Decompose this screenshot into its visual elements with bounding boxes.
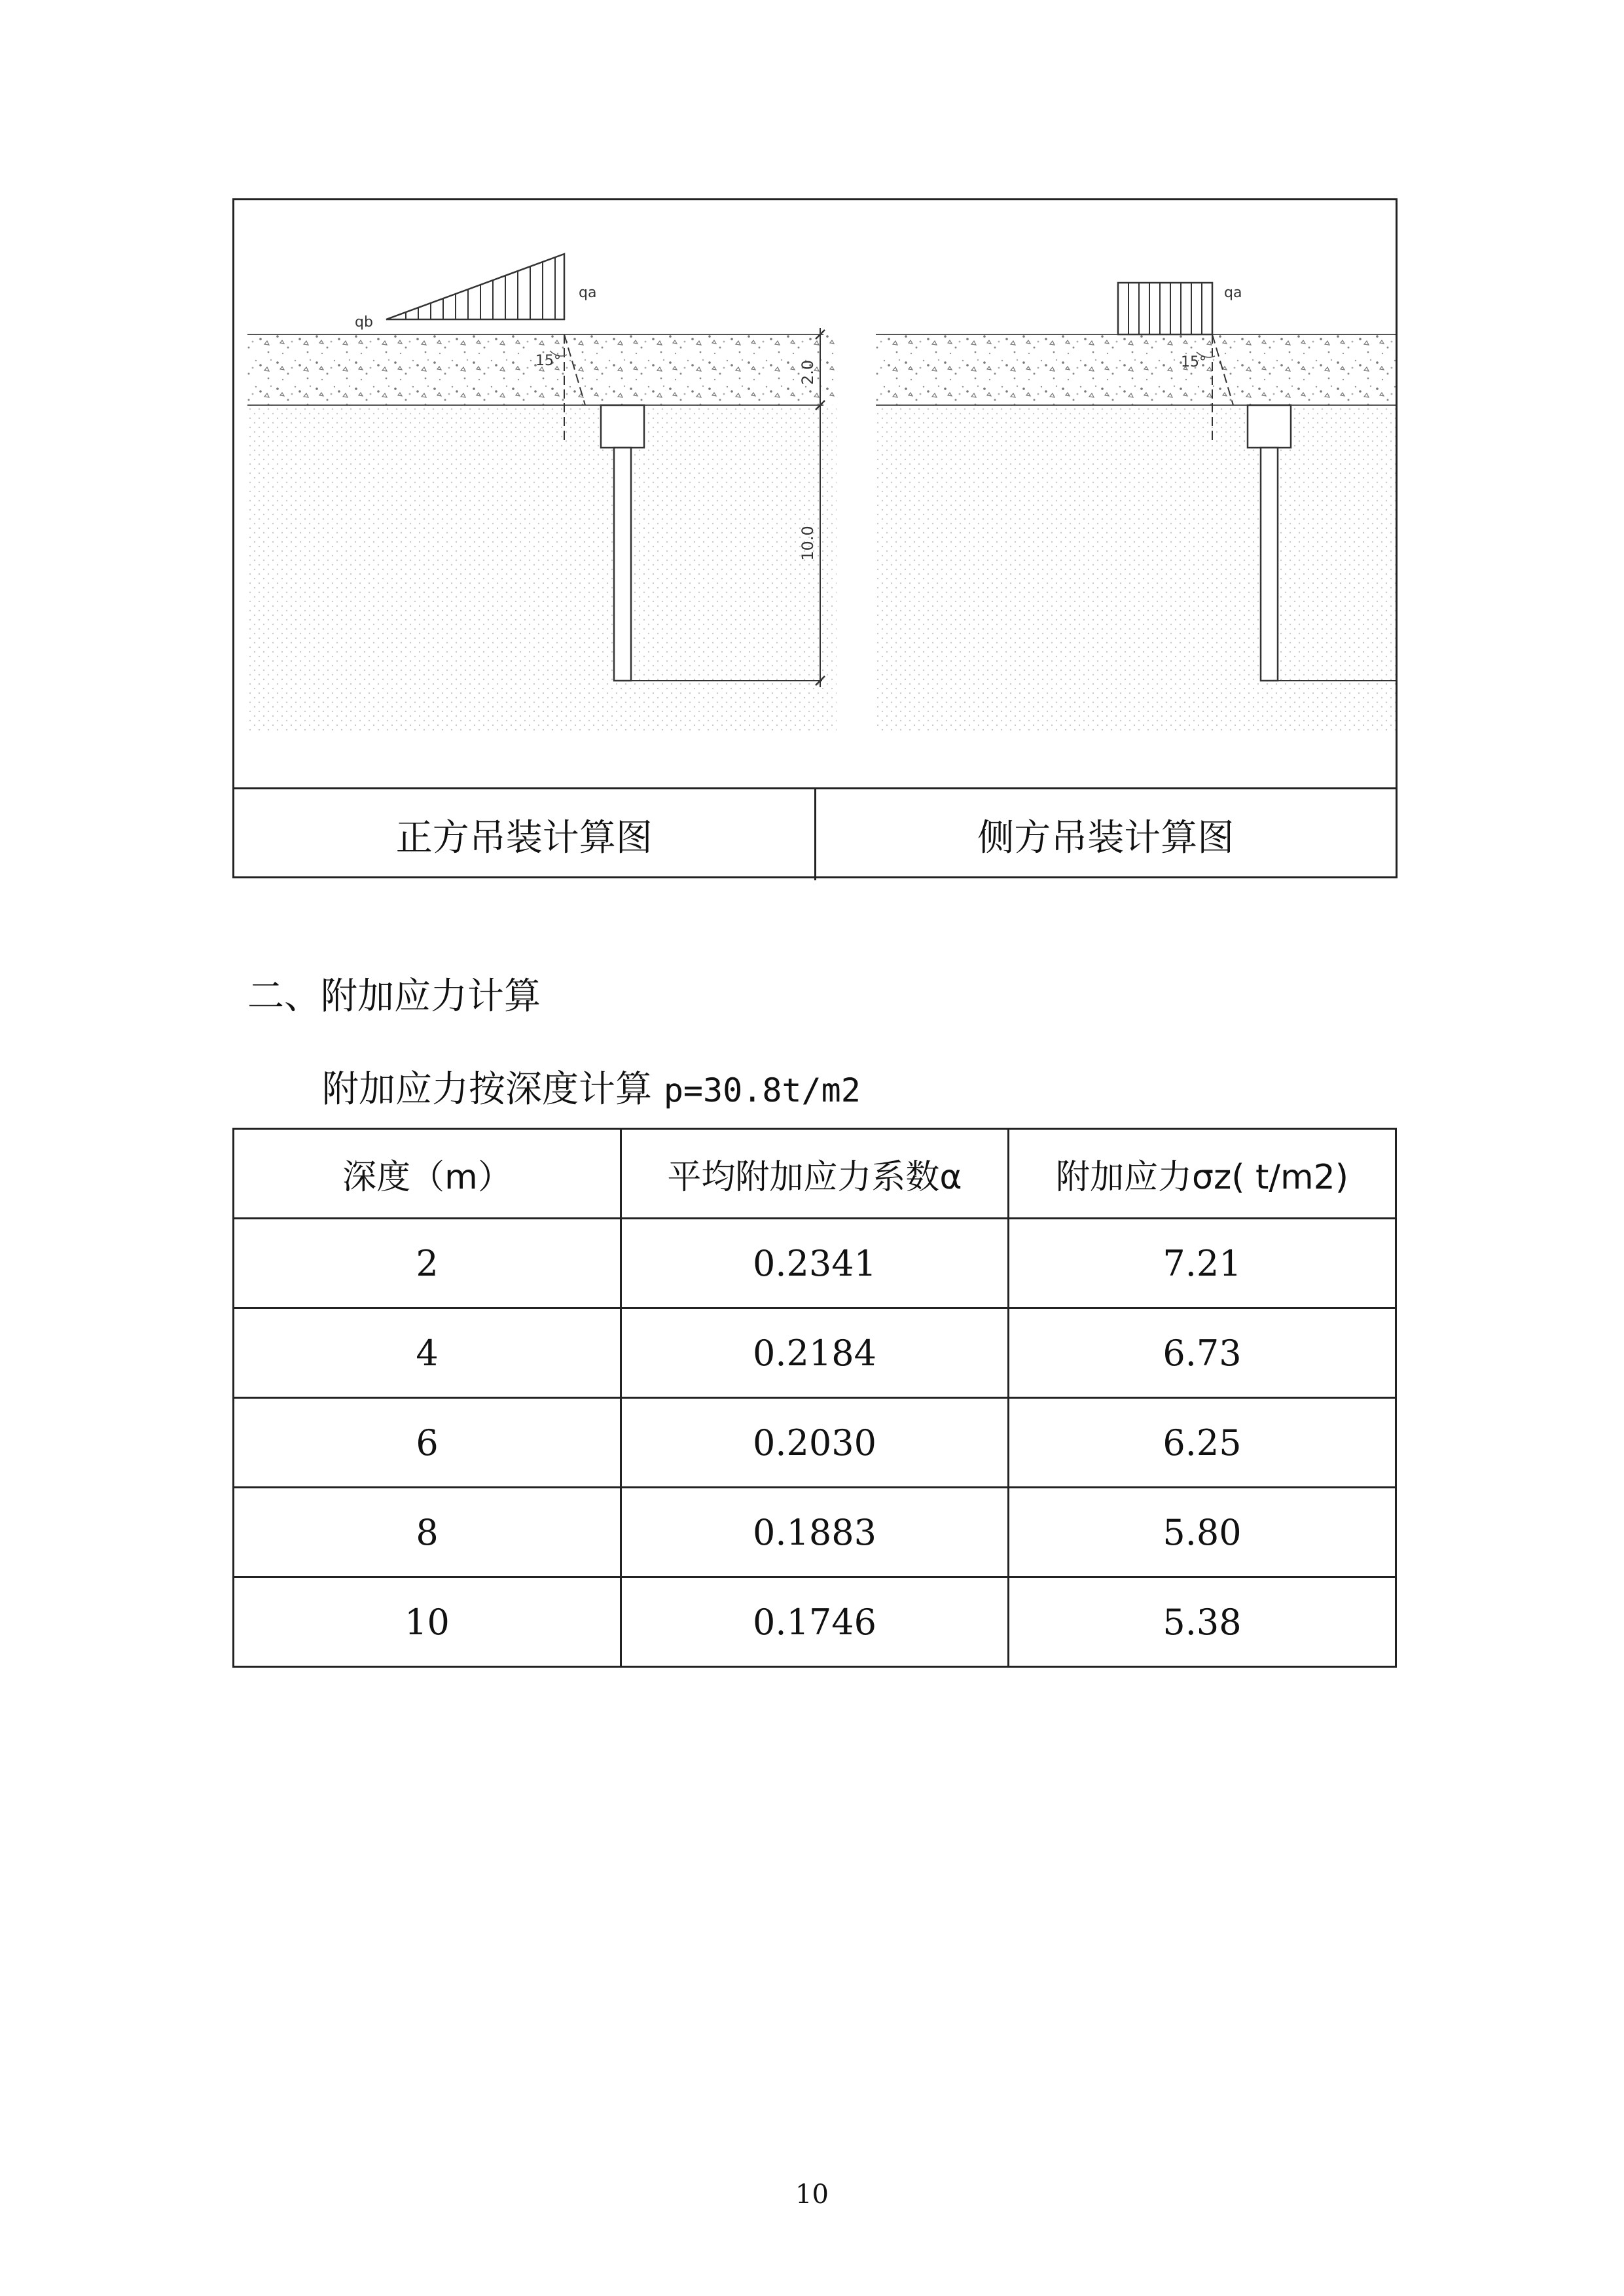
side-lifting-drawing [876,283,1396,732]
cell-coefficient: 0.2341 [621,1219,1009,1308]
cell-stress: 5.80 [1009,1488,1396,1577]
cell-depth: 10 [234,1577,621,1667]
cell-depth: 6 [234,1398,621,1488]
label-qa: qa [579,285,597,301]
front-caption: 正方吊装计算图 [395,816,653,859]
cell-stress: 6.73 [1009,1308,1396,1398]
side-pile-cap [1248,405,1291,448]
pile-shaft [614,448,631,681]
header-depth: 深度（m） [234,1129,621,1219]
page-number: 10 [795,2179,829,2210]
stress-table [232,1128,1397,1668]
cell-coefficient: 0.1883 [621,1488,1009,1577]
side-label-qa: qa [1224,285,1242,301]
cell-coefficient: 0.2030 [621,1398,1009,1488]
header-stress: 附加应力σz( t/m2) [1009,1129,1396,1219]
dim-2-0: 2.0 [799,359,817,386]
side-angle-label: 15° [1181,354,1206,370]
side-caption: 侧方吊装计算图 [814,789,1396,880]
figure-frame [232,198,1398,878]
side-pile-shaft [1261,448,1278,681]
lifting-drawings [234,200,1396,787]
cell-coefficient: 0.1746 [621,1577,1009,1667]
cell-depth: 2 [234,1219,621,1308]
cell-depth: 8 [234,1488,621,1577]
intro-value: p=30.8t/m2 [663,1071,861,1109]
table-row [234,1398,1396,1488]
label-qb: qb [355,314,373,331]
cell-stress: 5.38 [1009,1577,1396,1667]
table-row [234,1219,1396,1308]
cell-coefficient: 0.2184 [621,1308,1009,1398]
uniform-load [1118,283,1212,334]
front-lifting-drawing [247,254,837,732]
intro-line [322,1060,861,1113]
cell-depth: 4 [234,1308,621,1398]
table-row [234,1488,1396,1577]
table-row [234,1308,1396,1398]
cell-stress: 7.21 [1009,1219,1396,1308]
table-row [234,1577,1396,1667]
table-header-row [234,1129,1396,1219]
caption-row [234,787,1396,880]
cell-stress: 6.25 [1009,1398,1396,1488]
intro-text: 附加应力按深度计算 [322,1068,652,1111]
header-coefficient: 平均附加应力系数α [621,1129,1009,1219]
angle-label: 15° [535,353,561,369]
dim-10-0: 10.0 [799,526,817,561]
pile-cap [601,405,644,448]
triangular-load [386,254,564,319]
section-heading: 二、附加应力计算 [247,975,541,1018]
